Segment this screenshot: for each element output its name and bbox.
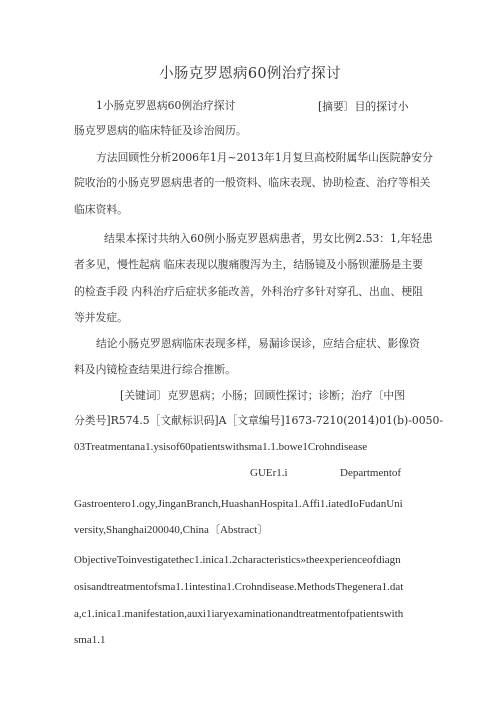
text-line: 结论小肠克罗恩病临床表现多样，易漏诊误诊，应结合症状、影像资 [96,337,420,350]
header-line-left: 1小肠克罗恩病60例治疗探讨 [96,99,236,112]
english-line: ObjectiveToinvestigatethec1.inica1.2characteristics»theexperienceofdiagn [74,554,401,566]
text-line: 院收治的小肠克罗恩病患者的一般资料、临床表现、协助检查、治疗等相关 [74,176,431,189]
text-line: 料及内镜检查结果进行综合推断。 [74,363,236,376]
text-line: 等并发症。 [74,311,128,324]
text-line: 结果本探讨共纳入60例小肠克罗恩病患者，男女比例2.53：1,年轻患 [104,232,433,245]
header-line-right: [摘要〕目的探讨小 [318,100,409,113]
author-name: GUEr1.i [250,467,288,479]
text-line: 的检查手段 内科治疗后症状多能改善，外科治疗多针对穿孔、出血、梗阻 [74,285,423,298]
text-line: 者多见，慢性起病 临床表现以腹痛腹泻为主，结肠镜及小肠钡灌肠是主要 [74,258,423,271]
english-line: versity,Shanghai200040,China〔Abstract〕 [74,524,269,536]
english-line: osisandtreatmentofsma1.1intestina1.Crohndisease.MethodsThegenera1.dat [74,581,404,593]
english-line: a,c1.inica1.manifestation,auxi1iaryexaminationandtreatmentofpatientswith [74,608,404,620]
classification-line: 分类号]R574.5［文献标识码]A［文章编号]1673-7210(2014)01(b)-0050- [74,414,443,427]
english-title-line: 03Treatmentana1.ysisof60patientswithsma1.1.bowe1Crohndisease [74,441,368,453]
english-line: Gastroentero1.ogy,JinganBranch,HuashanHospita1.Affi1.iatedIoFudanUni [74,498,403,510]
english-line: sma1.1 [74,634,106,646]
text-line: 方法回顾性分析2006年1月~2013年1月复旦高校附属华山医院静安分 [96,151,433,164]
keywords-line: [关键词〕克罗恩病；小肠；回顾性探讨；诊断；治疗〔中图 [120,389,405,402]
text-line: 临床资料。 [74,203,128,216]
author-department: Departmentof [340,467,402,479]
text-line: 肠克罗恩病的临床特征及诊治阅历。 [74,124,247,137]
page-title: 小肠克罗恩病60例治疗探讨 [159,66,341,82]
